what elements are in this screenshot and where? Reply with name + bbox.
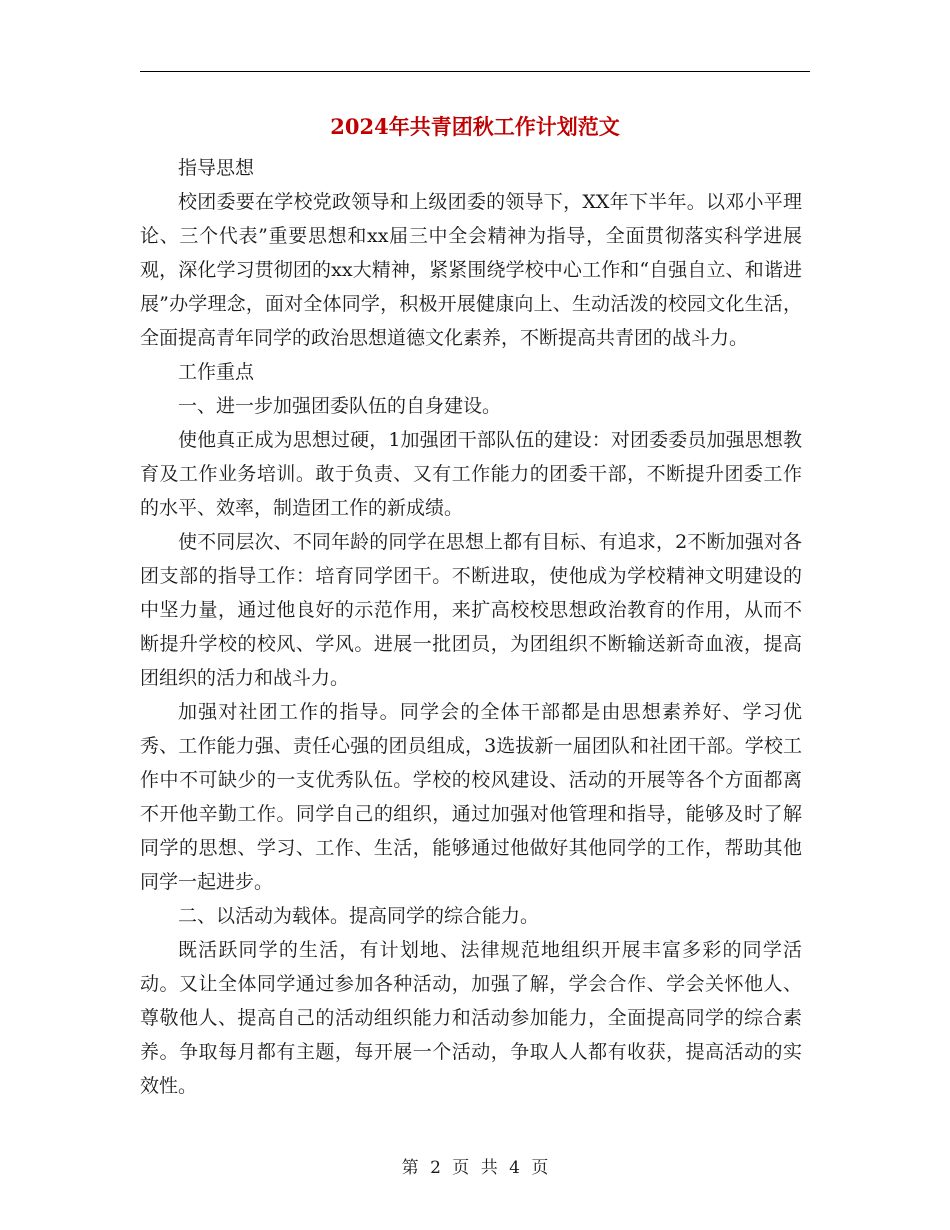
paragraph-branch-guidance: 使不同层次、不同年龄的同学在思想上都有目标、有追求，2不断加强对各团支部的指导工作：培育同学团干。不断进取，使他成为学校精神文明建设的中坚力量，通过他良好的示范作用，来扩高校校思想政治教育的作用，从而不断提升学校的校风、学风。进展一批团员，为团组织不断输送新奇血液，提高团组织的活力和战斗力。	[140, 531, 802, 689]
page-footer: 第 2 页 共 4 页	[401, 1158, 549, 1178]
document-title: 2024年共青团秋工作计划范文	[330, 114, 620, 139]
paragraph-cadre-building: 使他真正成为思想过硬，1加强团干部队伍的建设：对团委委员加强思想教育及工作业务培训。敢于负责、又有工作能力的团委干部，不断提升团委工作的水平、效率，制造团工作的新成绩。	[140, 429, 802, 519]
paragraph-club-guidance: 加强对社团工作的指导。同学会的全体干部都是由思想素养好、学习优秀、工作能力强、责任心强的团员组成，3选拔新一届团队和社团干部。学校工作中不可缺少的一支优秀队伍。学校的校风建设、活动的开展等各个方面都离不开他辛勤工作。同学自己的组织，通过加强对他管理和指导，能够及时了解同学的思想、学习、工作、生活，能够通过他做好其他同学的工作，帮助其他同学一起进步。	[140, 701, 802, 893]
heading-section-one: 一、进一步加强团委队伍的自身建设。	[178, 395, 502, 417]
heading-guiding-ideology: 指导思想	[178, 157, 255, 179]
document-body	[140, 151, 802, 1103]
paragraph-activities: 既活跃同学的生活，有计划地、法律规范地组织开展丰富多彩的同学活动。又让全体同学通过参加各种活动，加强了解，学会合作、学会关怀他人、尊敬他人、提高自己的活动组织能力和活动参加能力，全面提高同学的综合素养。争取每月都有主题，每开展一个活动，争取人人都有收获，提高活动的实效性。	[140, 939, 802, 1097]
heading-work-focus: 工作重点	[178, 361, 255, 383]
heading-section-two: 二、以活动为载体。提高同学的综合能力。	[178, 905, 540, 927]
header-rule	[140, 71, 810, 72]
paragraph-guiding-ideology: 校团委要在学校党政领导和上级团委的领导下，XX年下半年。以邓小平理论、三个代表”重要思想和xx届三中全会精神为指导，全面贯彻落实科学进展观，深化学习贯彻团的xx大精神，紧紧围绕学校中心工作和“自强自立、和谐进展”办学理念，面对全体同学，积极开展健康向上、生动活泼的校园文化生活，全面提高青年同学的政治思想道德文化素养，不断提高共青团的战斗力。	[140, 191, 802, 349]
